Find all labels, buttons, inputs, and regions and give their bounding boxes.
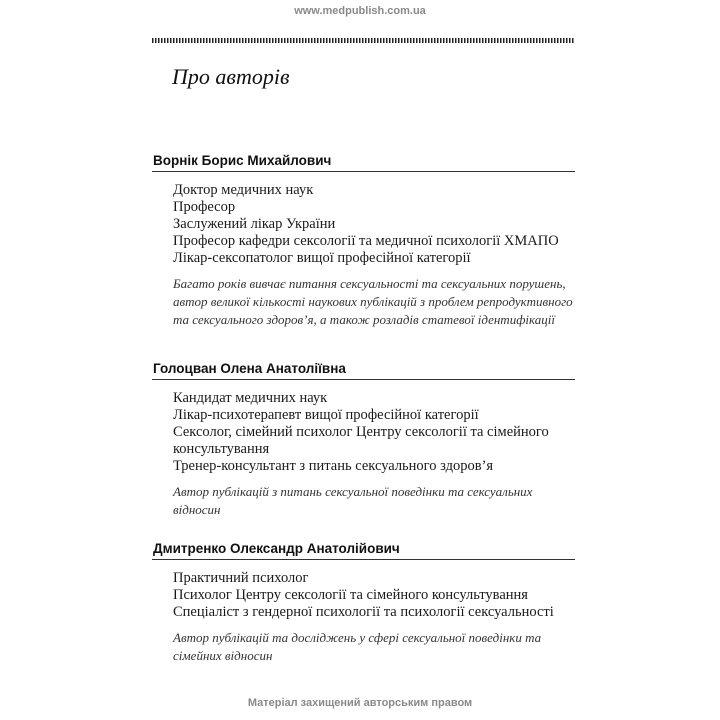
credential-line: Кандидат медичних наук [173,390,328,406]
bio-text: Автор публікацій та досліджень у сфері сексуальної поведінки та сімейних відносин [173,630,542,663]
author-section [152,541,575,665]
credentials-list [152,390,575,475]
credential-line: Доктор медичних наук [173,182,314,198]
site-url: www.medpublish.com.ua [294,5,426,17]
credential-line: Заслужений лікар України [173,216,336,232]
credential-line: Професор [173,199,236,215]
author-section [152,361,575,519]
credential-line: Тренер-консультант з питань сексуального здоров’я [173,458,494,474]
credential-line: Психолог Центру сексології та сімейного консультування [173,587,528,603]
credential-line: Спеціаліст з гендерної психології та психології сексуальності [173,604,554,620]
dotted-header-rule [152,38,575,43]
credential-line: Практичний психолог [173,570,309,586]
author-name: Ворнік Борис Михайлович [152,153,575,172]
credential-line: Професор кафедри сексології та медичної психології ХМАПО [173,233,559,249]
author-bio [152,275,575,329]
bio-text: Автор публікацій з питань сексуальної поведінки та сексуальних відносин [173,484,533,517]
credentials-list [152,182,575,267]
page-title: Про авторів [172,64,290,89]
author-bio [152,483,575,519]
copyright-footer: Матеріал захищений авторським правом [247,697,473,709]
author-name: Голоцван Олена Анатоліївна [152,361,575,380]
author-section [152,153,575,329]
author-bio [152,629,575,665]
bio-text: Багато років вивчає питання сексуальності та сексуальних порушень, автор великої кількості наукових публікацій з проблем репродуктивного та сексуального здоров’я, а також розладів статевої ідентифікації [173,276,573,327]
credential-line: Лікар-сексопатолог вищої професійної категорії [173,250,471,266]
credential-line: Лікар-психотерапевт вищої професійної категорії [173,407,479,423]
credentials-list [152,570,575,621]
author-name: Дмитренко Олександр Анатолійович [152,541,575,560]
credential-line: Сексолог, сімейний психолог Центру сексології та сімейного консультування [173,424,549,457]
